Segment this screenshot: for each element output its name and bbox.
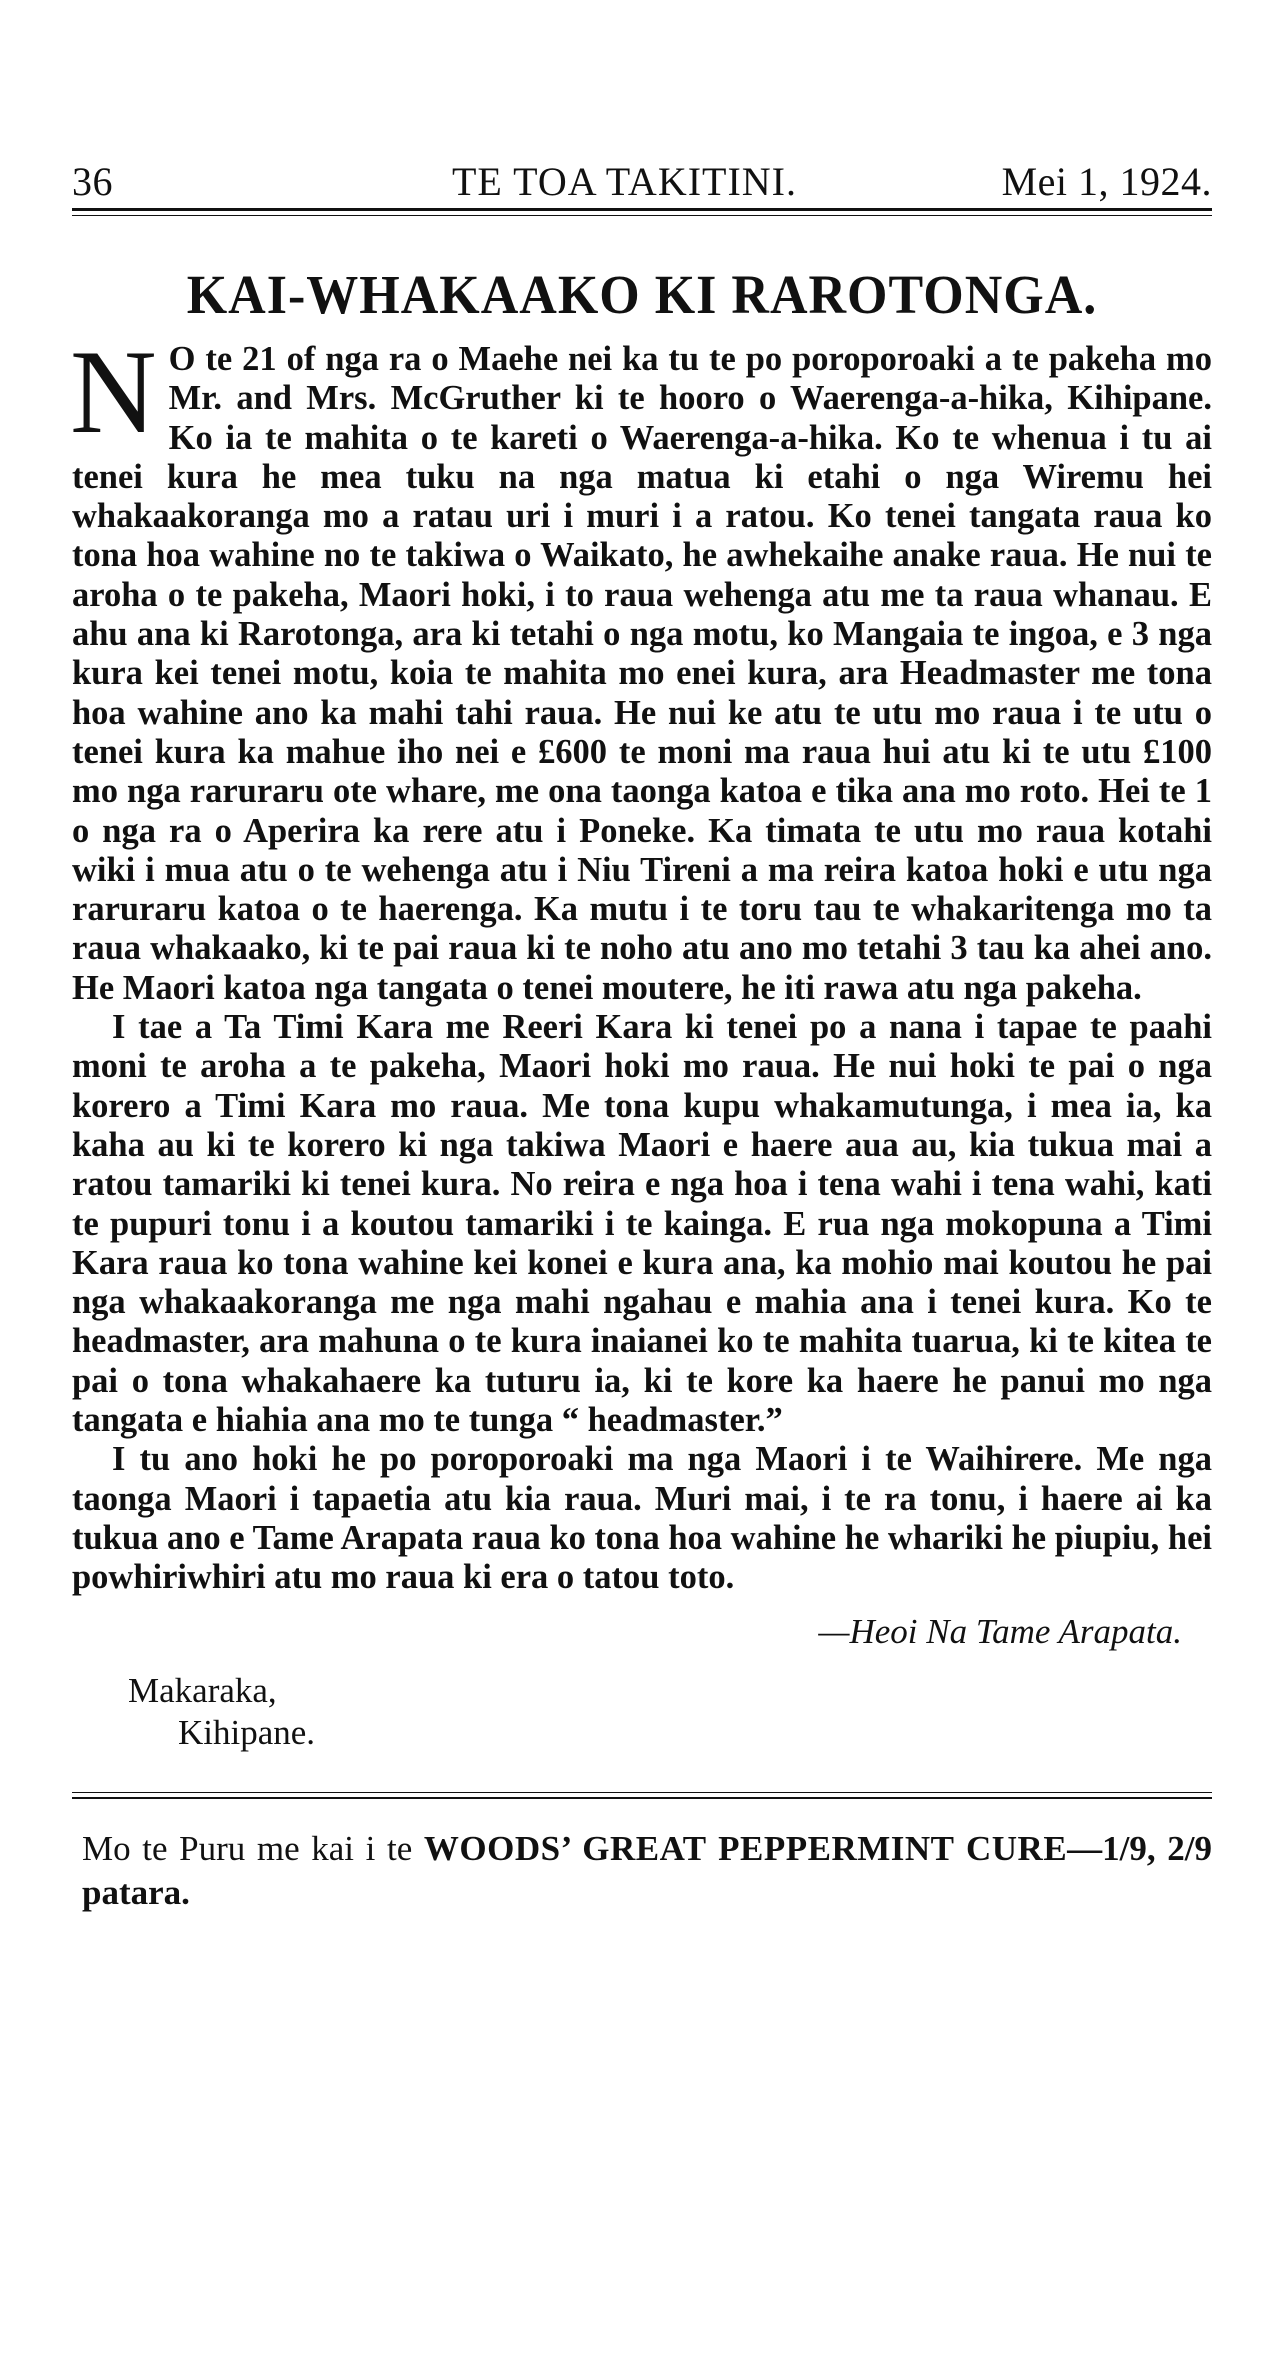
article-paragraph: I tae a Ta Timi Kara me Reeri Kara ki tenei po a nana i tapae te paahi moni te aroha a te pakeha, Maori hoki mo raua. He nui hoki te pai o nga korero a Timi Kara mo raua. Me tona kupu whakamutunga, i mea ia, ka kaha au ki te korero ki nga takiwa Maori e haere aua au, kia tukua mai a ratou tamariki ki tenei kura. No reira e nga hoa i tena wahi i tena wahi, kati te pupuri tonu i a koutou tamariki i te kainga. E rua nga mokopuna a Timi Kara raua ko tona wahine kei konei e kura ana, ka mohio mai koutou he pai nga whakaakoranga me nga mahi ngahau e mahia ana i tenei kura. Ko te headmaster, ara mahuna o te kura inaianei ko te mahita tuarua, ki te kitea te pai o tona whakahaere ka tuturu ia, ki te kore ka haere he panui mo nga tangata e hiahia ana mo te tunga “ headmaster.” [72,1008,1212,1440]
place-line: Kihipane. [178,1712,316,1752]
footer-rule [72,1792,1212,1799]
advert-price: —1/9, 2/9 patara. [82,1828,1212,1912]
place-block [72,1670,1212,1754]
page-number: 36 [72,159,113,204]
advert-intro: Mo te Puru me kai i te [82,1828,413,1868]
advert-product: WOODS’ GREAT PEPPERMINT CURE [423,1828,1068,1868]
publication-title: TE TOA TAKITINI. [452,159,797,204]
running-head [72,150,1212,202]
issue-date: Mei 1, 1924. [1001,159,1212,204]
place-line: Makaraka, [128,1670,277,1710]
article-title: KAI-WHAKAAKO KI RAROTONGA. [186,265,1098,326]
article-paragraph [70,325,1212,1008]
paragraph-text: O te 21 of nga ra o Maehe nei ka tu te po poroporoaki a te pakeha mo Mr. and Mrs. McGruther ki te hooro o Waerenga-a-hika, Kihipane. Ko ia te mahita o te kareti o Waerenga-a-hika. Ko te whenua i tu ai tenei kura he mea tuku na nga matua ki etahi o nga Wiremu hei whakaakoranga mo a ratau uri i muri i a ratou. Ko tenei tangata raua ko tona hoa wahine no te takiwa o Waikato, he awhekaihe anake raua. He nui te aroha o te pakeha, Maori hoki, i to raua wehenga atu me ta raua whanau. E ahu ana ki Rarotonga, ara ki tetahi o nga motu, ko Mangaia te ingoa, e 3 nga kura kei tenei motu, koia te mahita mo enei kura, ara Headmaster me tona hoa wahine ano ka mahi tahi raua. He nui ke atu te utu mo raua i te utu o tenei kura ka mahue iho nei e £600 te moni ma raua hui atu ki te utu £100 mo nga raruraru ote whare, me ona taonga katoa e tika ana mo roto. Hei te 1 o nga ra o Aperira ka rere atu i Poneke. Ka timata te utu mo raua kotahi wiki i mua atu o te wehenga atu i Niu Tireni a ma reira katoa hoki e utu nga raruraru katoa o te haerenga. Ka mutu i te toru tau te whakaritenga mo ta raua whakaako, ki te pai raua ki te noho atu ano mo tetahi 3 tau ka ahei ano. He Maori katoa nga tangata o tenei moutere, he iti rawa atu nga pakeha. [72,340,1212,1007]
page [72,150,1212,1915]
author-signature: —Heoi Na Tame Arapata. [818,1611,1182,1651]
drop-cap: N [70,325,157,458]
advertisement [72,1827,1212,1915]
article-paragraph: I tu ano hoki he po poroporoaki ma nga Maori i te Waihirere. Me nga taonga Maori i tapaetia atu kia raua. Muri mai, i te ra tonu, i haere ai ka tukua ano e Tame Arapata raua ko tona hoa wahine he whariki he piupiu, hei powhiriwhiri atu mo raua ki era o tatou toto. [72,1440,1212,1597]
article-body [70,325,1212,1598]
header-rule [72,208,1212,216]
